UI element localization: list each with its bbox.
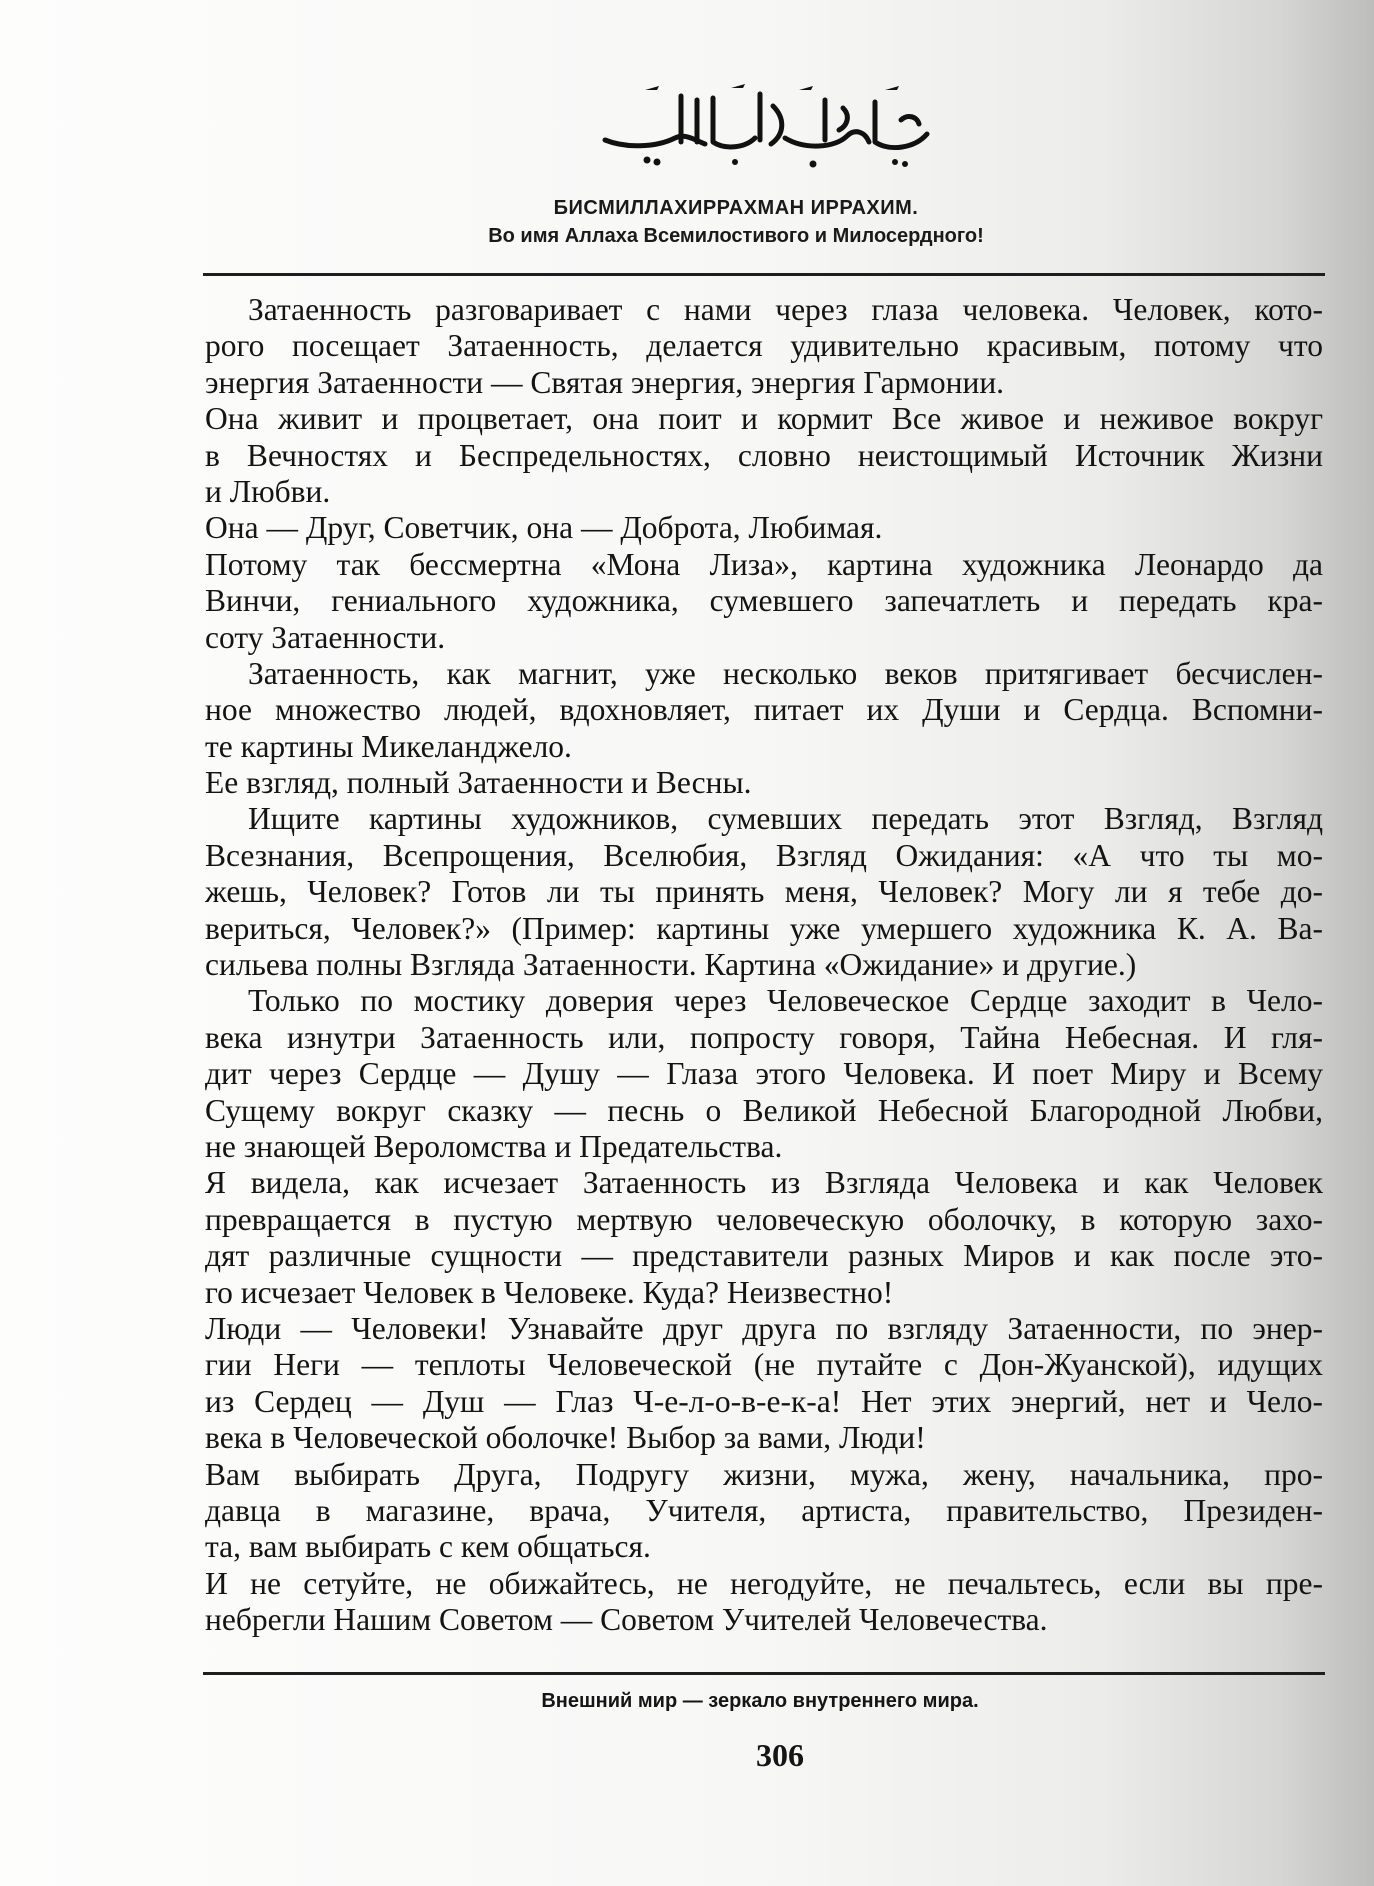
text-line: превращается в пустую мертвую человеческую оболочку, в которую захо- [205, 1201, 1323, 1237]
basmala-calligraphy [585, 78, 945, 178]
text-line: из Сердец — Душ — Глаз Ч-е-л-о-в-е-к-а! Нет этих энергий, нет и Чело- [205, 1383, 1323, 1419]
text-line: те картины Микеланджело. [205, 728, 572, 764]
text-line: Всезнания, Всепрощения, Вселюбия, Взгляд Ожидания: «А что ты мо- [205, 837, 1323, 873]
text-line: Затаенность разговаривает с нами через глаза человека. Человек, кото- [248, 292, 1323, 327]
page-number: 306 [756, 1737, 804, 1773]
text-line: Она — Друг, Советчик, она — Доброта, Любимая. [205, 510, 883, 546]
header-divider [203, 273, 1325, 276]
text-line: гии Неги — теплоты Человеческой (не путайте с Дон-Жуанской), идущих [205, 1347, 1323, 1383]
running-footer: Внешний мир — зеркало внутреннего мира. [541, 1690, 979, 1712]
text-line: та, вам выбирать с кем общаться. [205, 1529, 651, 1565]
text-line: дят различные сущности — представители разных Миров и как после это- [205, 1238, 1323, 1274]
text-line: И не сетуйте, не обижайтесь, не негодуйте, не печальтесь, если вы пре- [205, 1565, 1323, 1601]
text-line: Затаенность, как магнит, уже несколько веков притягивает бесчислен- [248, 655, 1323, 691]
text-line: Потому так бессмертна «Мона Лиза», картина художника Леонардо да [205, 546, 1323, 582]
text-line: вериться, Человек?» (Пример: картины уже умершего художника К. А. Ва- [205, 910, 1323, 946]
text-line: Ищите картины художников, сумевших передать этот Взгляд, Взгляд [248, 801, 1323, 837]
basmala-translation: Во имя Аллаха Всемилостивого и Милосердного! [488, 225, 984, 247]
text-line: давца в магазине, врача, Учителя, артиста, правительство, Президен- [205, 1492, 1323, 1528]
text-line: ное множество людей, вдохновляет, питает их Души и Сердца. Вспомни- [205, 692, 1323, 728]
text-line: Люди — Человеки! Узнавайте друг друга по взгляду Затаенности, по энер- [205, 1310, 1323, 1346]
footer-divider [203, 1672, 1325, 1675]
text-line: дит через Сердце — Душу — Глаза этого Человека. И поет Миру и Всему [205, 1056, 1323, 1092]
text-line: Сущему вокруг сказку — песнь о Великой Небесной Благородной Любви, [205, 1092, 1323, 1128]
text-line: века в Человеческой оболочке! Выбор за вами, Люди! [205, 1420, 926, 1456]
text-line: жешь, Человек? Готов ли ты принять меня, Человек? Могу ли я тебе до- [205, 874, 1323, 910]
text-line: века изнутри Затаенность или, попросту говоря, Тайна Небесная. И гля- [205, 1019, 1323, 1055]
text-line: энергия Затаенности — Святая энергия, энергия Гармонии. [205, 364, 1005, 400]
text-line: Вам выбирать Друга, Подругу жизни, мужа, жену, начальника, про- [205, 1456, 1323, 1492]
text-line: в Вечностях и Беспредельностях, словно неистощимый Источник Жизни [205, 437, 1323, 473]
text-line: Она живит и процветает, она поит и кормит Все живое и неживое вокруг [205, 401, 1323, 437]
body-text [205, 292, 1323, 1638]
text-line: Ее взгляд, полный Затаенности и Весны. [205, 765, 752, 801]
text-line: соту Затаенности. [205, 619, 446, 655]
basmala-transliteration: БИСМИЛЛАХИРРАХМАН ИРРАХИМ. [553, 197, 919, 219]
text-line: и Любви. [205, 473, 331, 509]
text-line: Только по мостику доверия через Человеческое Сердце заходит в Чело- [248, 983, 1323, 1019]
text-line: Винчи, гениального художника, сумевшего запечатлеть и передать кра- [205, 583, 1323, 619]
text-line: го исчезает Человек в Человеке. Куда? Неизвестно! [205, 1274, 894, 1310]
text-line: сильева полны Взгляда Затаенности. Картина «Ожидание» и другие.) [205, 947, 1137, 983]
text-line: Я видела, как исчезает Затаенность из Взгляда Человека и как Человек [205, 1165, 1323, 1201]
text-line: не знающей Вероломства и Предательства. [205, 1128, 783, 1164]
text-line: рого посещает Затаенность, делается удивительно красивым, потому что [205, 328, 1323, 364]
text-line: небрегли Нашим Советом — Советом Учителей Человечества. [205, 1602, 1048, 1638]
